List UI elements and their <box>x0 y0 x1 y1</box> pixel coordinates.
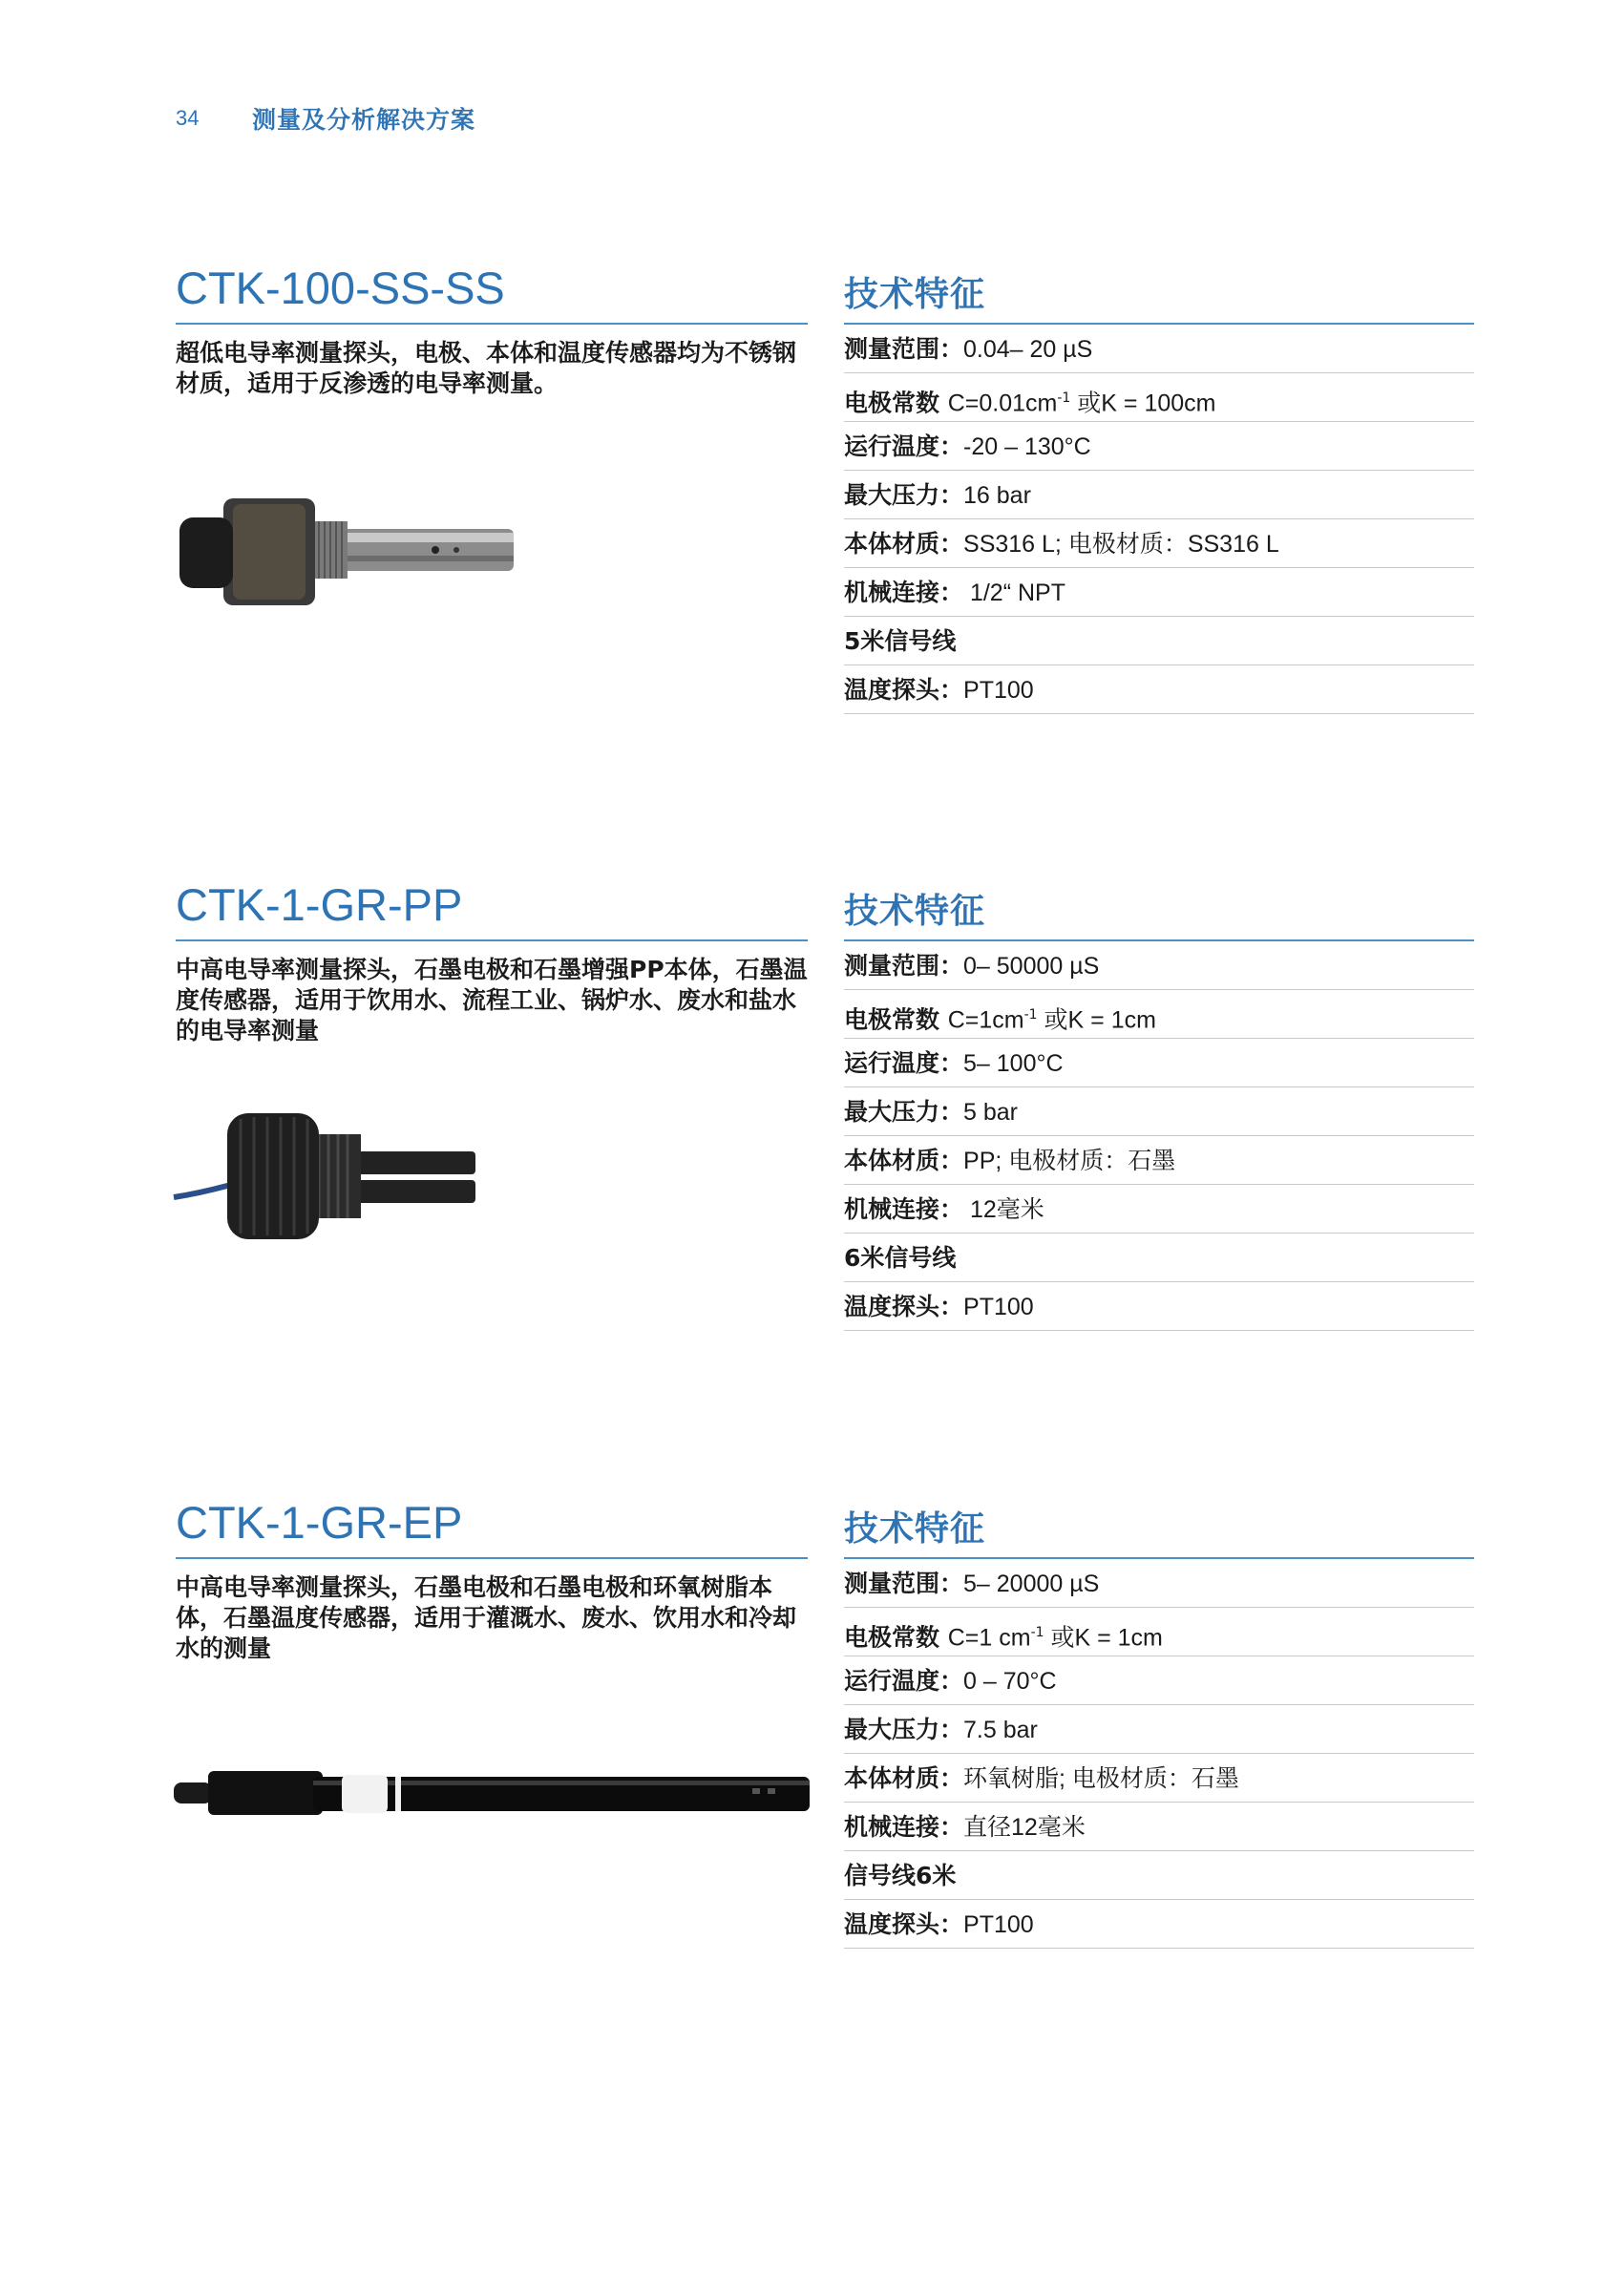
product-ctk-100-ss-ss <box>0 260 1624 794</box>
product-title: CTK-1-GR-EP <box>176 1494 808 1559</box>
spec-row-cable: 信号线6米 <box>844 1851 1474 1900</box>
spec-row-range: 测量范围：0– 50000 µS <box>844 941 1474 990</box>
spec-list <box>844 941 1474 1331</box>
spec-list <box>844 325 1474 714</box>
sensor-image-epoxy-probe <box>170 1752 819 1838</box>
product-description: 超低电导率测量探头，电极、本体和温度传感器均为不锈钢材质，适用于反渗透的电导率测量。 <box>176 339 797 397</box>
spec-row-connection: 机械连接：直径12毫米 <box>844 1803 1474 1851</box>
spec-row-temperature: 运行温度：0 – 70°C <box>844 1656 1474 1705</box>
spec-row-material: 本体材质：PP; 电极材质：石墨 <box>844 1136 1474 1185</box>
product-ctk-1-gr-ep <box>0 1494 1624 2029</box>
section-title: 测量及分析解决方案 <box>252 106 476 134</box>
spec-row-range: 测量范围：0.04– 20 µS <box>844 325 1474 373</box>
sensor-image-pp-probe <box>170 1106 819 1249</box>
page-header <box>176 101 475 136</box>
spec-row-temp-probe: 温度探头：PT100 <box>844 1282 1474 1331</box>
spec-row-range: 测量范围：5– 20000 µS <box>844 1559 1474 1608</box>
product-description: 中高电导率测量探头，石墨电极和石墨增强PP本体，石墨温度传感器，适用于饮用水、流程工业、锅炉水、废水和盐水的电导率测量 <box>176 956 808 1044</box>
spec-row-temp-probe: 温度探头：PT100 <box>844 1900 1474 1949</box>
spec-row-pressure: 最大压力：16 bar <box>844 471 1474 519</box>
spec-row-connection: 机械连接： 12毫米 <box>844 1185 1474 1234</box>
spec-row-cell-constant: 电极常数 $C=1cm^{-1}$ 或K = 1cm <box>844 990 1474 1039</box>
spec-row-cable: 5米信号线 <box>844 617 1474 665</box>
spec-list <box>844 1559 1474 1949</box>
spec-heading: 技术特征 <box>844 886 1474 941</box>
spec-heading: 技术特征 <box>844 1504 1474 1559</box>
product-title: CTK-100-SS-SS <box>176 260 808 325</box>
spec-heading: 技术特征 <box>844 269 1474 325</box>
product-description: 中高电导率测量探头，石墨电极和石墨电极和环氧树脂本体，石墨温度传感器，适用于灌溉水、废水、饮用水和冷却水的测量 <box>176 1573 797 1662</box>
product-ctk-1-gr-pp <box>0 876 1624 1411</box>
spec-row-material: 本体材质：环氧树脂; 电极材质：石墨 <box>844 1754 1474 1803</box>
spec-row-temperature: 运行温度：-20 – 130°C <box>844 422 1474 471</box>
spec-row-cell-constant: 电极常数 C=1 $cm^{-1}$ 或K = 1cm <box>844 1608 1474 1656</box>
spec-row-pressure: 最大压力：5 bar <box>844 1087 1474 1136</box>
sensor-image-steel-probe <box>170 479 819 632</box>
spec-row-temp-probe: 温度探头：PT100 <box>844 665 1474 714</box>
spec-row-cell-constant: 电极常数 $C=0.01cm^{-1}$ 或K = 100cm <box>844 373 1474 422</box>
spec-row-connection: 机械连接： 1/2“ NPT <box>844 568 1474 617</box>
product-title: CTK-1-GR-PP <box>176 876 808 941</box>
spec-row-pressure: 最大压力：7.5 bar <box>844 1705 1474 1754</box>
page-number: 34 <box>176 106 200 130</box>
spec-row-cable: 6米信号线 <box>844 1234 1474 1282</box>
spec-row-temperature: 运行温度：5– 100°C <box>844 1039 1474 1087</box>
spec-row-material: 本体材质：SS316 L; 电极材质：SS316 L <box>844 519 1474 568</box>
